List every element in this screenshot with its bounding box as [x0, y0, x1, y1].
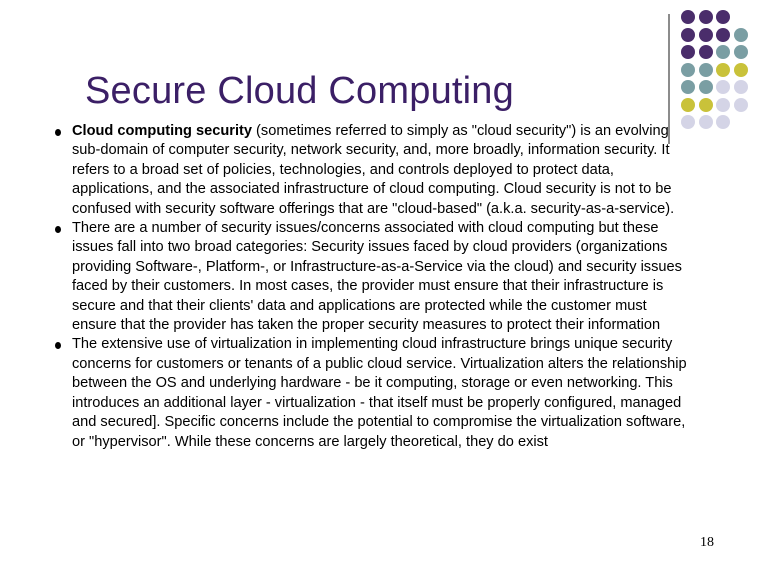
- decorative-dot: [681, 98, 695, 112]
- bullet-lead-term: Cloud computing security: [72, 123, 252, 139]
- bullet-body: There are a number of security issues/concerns associated with cloud computing but these issues fall into two broad categories: Security issues faced by cloud providers (organizations providing Software-, Platform-, or Infrastructure-as-a-Service via the cloud) and security issues faced by their customers. In most cases, the provider must ensure that their infrastructure is secure and that their clients' data and applications are protected while the customer must ensure that the provider has taken the proper security measures to protect their information: [72, 220, 682, 334]
- decorative-dot: [734, 28, 748, 42]
- decorative-dot: [699, 63, 713, 77]
- decorative-dot: [699, 10, 713, 24]
- bullet-text: [72, 336, 687, 449]
- decorative-dot: [716, 45, 730, 59]
- bullet-dot-icon: [55, 129, 61, 136]
- decorative-dot: [716, 63, 730, 77]
- decorative-dot: [699, 98, 713, 112]
- bullet-list: [55, 122, 695, 452]
- bullet-body: (sometimes referred to simply as "cloud security") is an evolving sub-domain of computer security, network security, and, more broadly, information security. It refers to a broad set of policies, technologies, and controls deployed to protect data, applications, and the associated infrastructure of cloud computing. Cloud security is not to be confused with security software offerings that are "cloud-based" (a.k.a. security-as-a-service).: [72, 123, 675, 217]
- bullet-dot-icon: [55, 226, 61, 233]
- decorative-dot: [699, 28, 713, 42]
- bullet-item-security-issues: [55, 219, 695, 335]
- page-number: 18: [700, 535, 714, 550]
- decorative-dot: [681, 10, 695, 24]
- slide-title: Secure Cloud Computing: [85, 70, 514, 112]
- decorative-dot: [699, 80, 713, 94]
- bullet-item-virtualization: [55, 335, 695, 451]
- bullet-dot-icon: [55, 342, 61, 349]
- decorative-dot-grid: [681, 10, 767, 130]
- decorative-dot: [716, 28, 730, 42]
- decorative-dot: [734, 63, 748, 77]
- decorative-dot: [699, 115, 713, 129]
- decorative-dot: [681, 80, 695, 94]
- bullet-body: The extensive use of virtualization in implementing cloud infrastructure brings unique security concerns for customers or tenants of a public cloud service. Virtualization alters the relationship between the OS and underlying hardware - be it computing, storage or even networking. This introduces an additional layer - virtualization - that itself must be properly configured, managed and secured]. Specific concerns include the potential to compromise the virtualization software, or "hypervisor". While these concerns are largely theoretical, they do exist: [72, 336, 687, 450]
- decorative-dot: [681, 63, 695, 77]
- decorative-dot: [734, 98, 748, 112]
- decorative-dot: [716, 80, 730, 94]
- decorative-dot: [699, 45, 713, 59]
- decorative-dot: [681, 28, 695, 42]
- decorative-dot: [716, 10, 730, 24]
- bullet-item-cloud-security-definition: [55, 122, 695, 219]
- bullet-text: [72, 220, 682, 333]
- bullet-text: [72, 123, 674, 217]
- decorative-dot: [734, 45, 748, 59]
- decorative-dot: [734, 80, 748, 94]
- decorative-dot: [716, 98, 730, 112]
- decorative-dot: [681, 45, 695, 59]
- decorative-dot: [716, 115, 730, 129]
